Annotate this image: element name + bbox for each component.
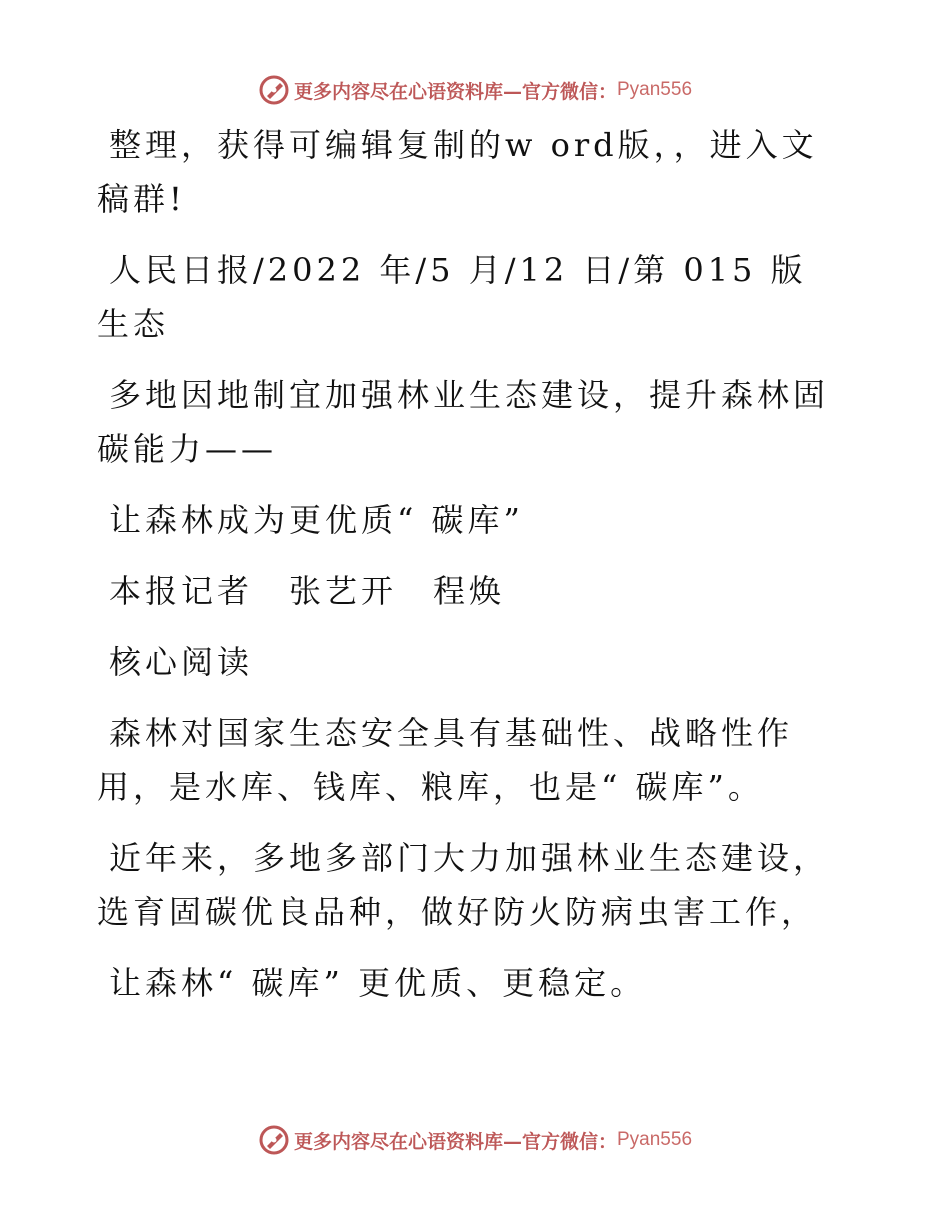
paragraph-8: 近年来，多地多部门大力加强林业生态建设，选育固碳优良品种，做好防火防病虫害工作，	[97, 839, 830, 931]
banner-text: 更多内容尽在心语资料库—官方微信：	[293, 80, 617, 103]
banner-text: 更多内容尽在心语资料库—官方微信：	[293, 1130, 617, 1153]
document-body	[97, 118, 837, 1027]
banner-handle: Pyan556	[617, 1129, 693, 1150]
banner-handle: Pyan556	[617, 79, 693, 100]
paragraph-7: 森林对国家生态安全具有基础性、战略性作用，是水库、钱库、粮库，也是“ 碳库”。	[97, 714, 794, 806]
section-heading: 核心阅读	[109, 643, 254, 681]
header-banner	[0, 70, 950, 110]
article-title: 让森林成为更优质“ 碳库”	[109, 501, 524, 539]
paragraph-1: 整理，获得可编辑复制的w ord版，，进入文稿群!	[97, 126, 818, 218]
paragraph-2: 人民日报/2022 年/5 月/12 日/第 015 版生态	[97, 251, 807, 343]
footer-banner	[0, 1120, 950, 1160]
byline: 本报记者 张艺开 程焕	[109, 572, 506, 610]
paragraph-9: 让森林“ 碳库” 更优质、更稳定。	[109, 964, 647, 1002]
pen-circle-icon	[258, 1124, 290, 1156]
paragraph-3: 多地因地制宜加强林业生态建设，提升森林固碳能力——	[97, 376, 830, 468]
pen-circle-icon	[258, 74, 290, 106]
